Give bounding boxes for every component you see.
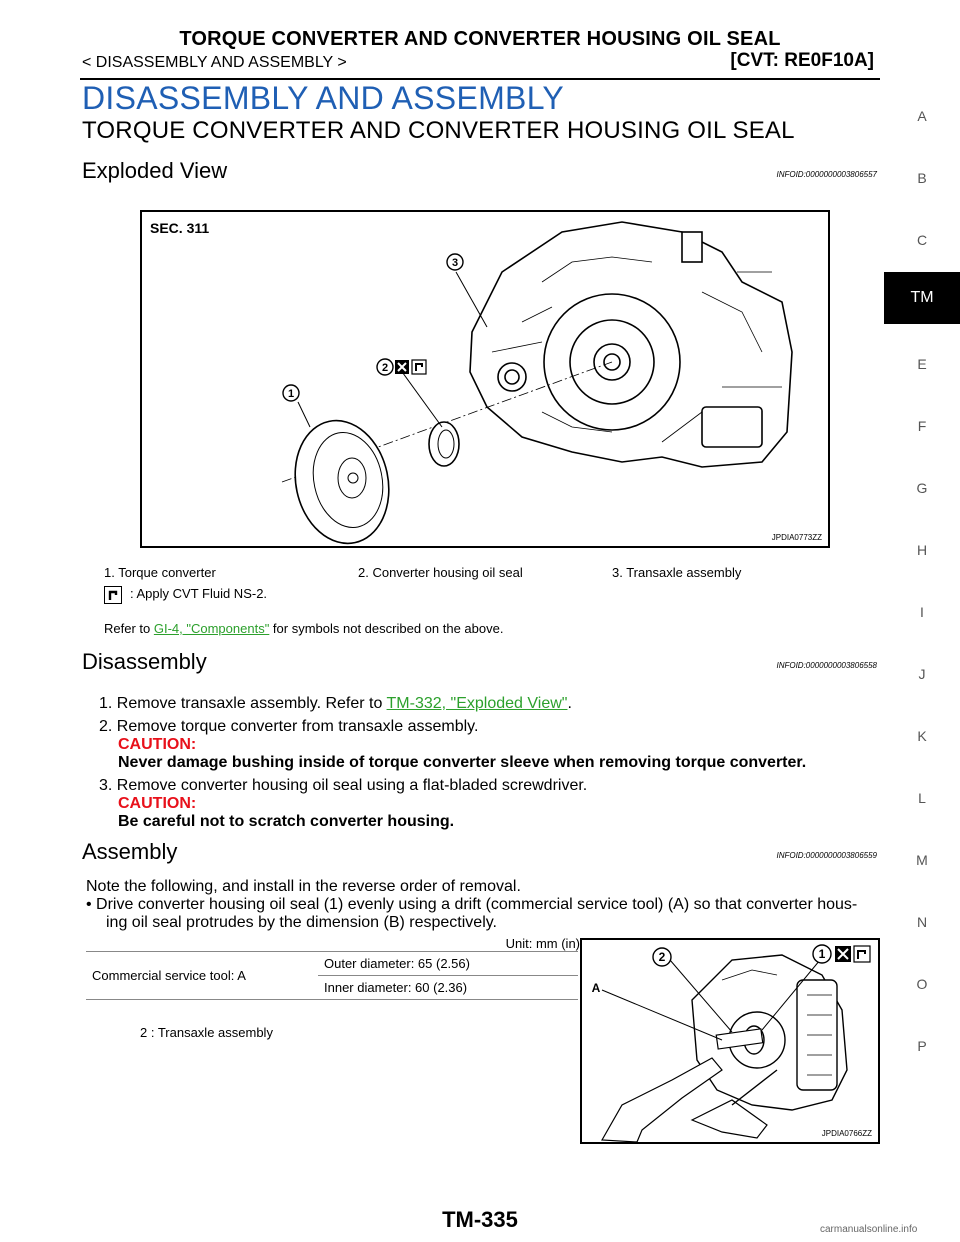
assembly-heading: Assembly [82, 839, 178, 864]
refer-prefix: Refer to [104, 621, 154, 636]
callout-1: 1 [287, 388, 295, 400]
tool-label-cell: Commercial service tool: A [86, 952, 318, 1000]
apply-fluid-icon [412, 360, 426, 374]
model-code: [CVT: RE0F10A] [730, 50, 874, 71]
side-tab-k[interactable]: K [917, 728, 927, 744]
unit-label: Unit: mm (in) [505, 936, 580, 951]
disassembly-heading: Disassembly [82, 649, 207, 674]
exploded-view-figure [140, 210, 830, 548]
disassembly-step-1 [99, 694, 572, 713]
side-tab-e[interactable]: E [917, 356, 927, 372]
caution-text-step-2: Never damage bushing inside of torque converter sleeve when removing torque converter. [118, 754, 807, 771]
assembly-callout-a: A [591, 981, 601, 995]
side-tab-o[interactable]: O [916, 976, 928, 992]
tm-332-exploded-view-link[interactable]: TM-332, "Exploded View" [386, 695, 568, 712]
legend-item-3: 3. Transaxle assembly [612, 565, 742, 580]
spec-table [86, 951, 578, 1000]
step-1-text: 1. Remove transaxle assembly. Refer to [99, 695, 387, 712]
side-tab-a[interactable]: A [917, 108, 927, 124]
section-title: DISASSEMBLY AND ASSEMBLY [82, 80, 565, 116]
side-tab-l[interactable]: L [918, 790, 926, 806]
callout-3: 3 [451, 257, 459, 269]
disassembly-step-3: 3. Remove converter housing oil seal using a flat-bladed screwdriver. [99, 777, 588, 794]
side-tab-tm-active[interactable]: TM [884, 272, 960, 324]
side-tab-p[interactable]: P [917, 1038, 927, 1054]
assembly-apply-fluid-icon [854, 946, 870, 962]
assembly-figure-code: JPDIA0766ZZ [821, 1129, 872, 1138]
caution-label-step-2: CAUTION: [118, 736, 197, 753]
legend-item-1: 1. Torque converter [104, 565, 216, 580]
side-tab-g[interactable]: G [916, 480, 928, 496]
page-number: TM-335 [442, 1207, 518, 1232]
assembly-callout-1: 1 [818, 947, 826, 961]
exploded-view-illustration [142, 212, 828, 546]
side-tab-c[interactable]: C [916, 232, 928, 248]
infoid-exploded: INFOID:0000000003806557 [776, 170, 877, 179]
assembly-intro: Note the following, and install in the reverse order of removal. [86, 878, 521, 895]
page-header-title: TORQUE CONVERTER AND CONVERTER HOUSING OIL SEAL [179, 28, 781, 50]
assembly-bullet-line-2: ing oil seal protrudes by the dimension (B) respectively. [106, 914, 497, 931]
exploded-view-heading: Exploded View [82, 158, 228, 183]
side-tab-m[interactable]: M [916, 852, 928, 868]
side-tab-f[interactable]: F [917, 418, 927, 434]
breadcrumb: < DISASSEMBLY AND ASSEMBLY > [82, 54, 347, 71]
caution-text-step-3: Be careful not to scratch converter housing. [118, 813, 455, 830]
side-tab-b[interactable]: B [917, 170, 927, 186]
disassembly-step-2: 2. Remove torque converter from transaxle assembly. [99, 718, 479, 735]
side-tab-i[interactable]: I [920, 604, 924, 620]
side-tab-n[interactable]: N [916, 914, 928, 930]
spec-row-outer [86, 952, 578, 976]
apply-fluid-note: : Apply CVT Fluid NS-2. [130, 586, 268, 601]
legend-item-2: 2. Converter housing oil seal [358, 565, 523, 580]
figure-sec-label: SEC. 311 [150, 220, 210, 236]
caution-label-step-3: CAUTION: [118, 795, 197, 812]
assembly-bullet-line-1: • Drive converter housing oil seal (1) evenly using a drift (commercial service tool) (A) so that converter hous- [86, 896, 858, 913]
side-tab-j[interactable]: J [918, 666, 926, 682]
assembly-callout-2: 2 [658, 950, 666, 964]
side-tab-h[interactable]: H [916, 542, 928, 558]
subsection-title: TORQUE CONVERTER AND CONVERTER HOUSING OIL SEAL [82, 117, 795, 144]
step-1-suffix: . [567, 695, 572, 712]
infoid-disassembly: INFOID:0000000003806558 [776, 661, 877, 670]
apply-fluid-symbol-icon [104, 586, 122, 604]
callout-2: 2 [381, 362, 389, 374]
assembly-illustration [582, 940, 878, 1142]
gi-4-components-link[interactable]: GI-4, "Components" [153, 621, 270, 636]
transaxle-note: 2 : Transaxle assembly [140, 1025, 273, 1040]
outer-diameter-cell: Outer diameter: 65 (2.56) [318, 952, 578, 976]
refer-suffix: for symbols not described on the above. [269, 621, 504, 636]
figure-code: JPDIA0773ZZ [771, 533, 822, 542]
assembly-figure [580, 938, 880, 1144]
inner-diameter-cell: Inner diameter: 60 (2.36) [318, 976, 578, 1000]
infoid-assembly: INFOID:0000000003806559 [776, 851, 877, 860]
refer-note [104, 621, 503, 636]
watermark: carmanualsonline.info [820, 1224, 918, 1235]
